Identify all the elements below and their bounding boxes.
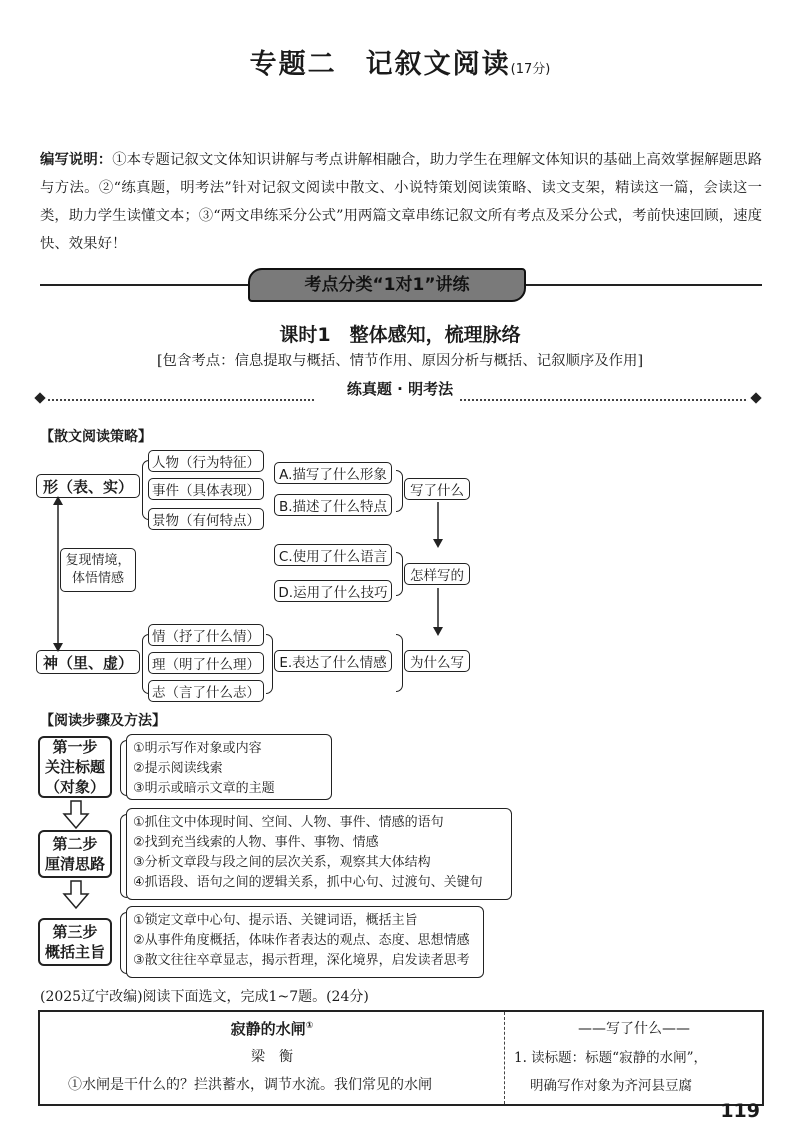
step-subtitle: 厘清思路 [44, 855, 105, 873]
page-title: 专题二 记叙文阅读(17分) [249, 49, 551, 80]
ab-brace [396, 470, 403, 512]
footnote-mark: ① [305, 1021, 314, 1031]
step-item: ③分析文章段与段之间的层次关系，观察其大体结构 [133, 855, 431, 870]
step-item: ①锁定文章中心句、提示语、关键词语，概括主旨 [133, 913, 418, 928]
step-item: ①明示写作对象或内容 [133, 741, 262, 756]
lesson-points: [包含考点：信息提取与概括、情节作用、原因分析与概括、记叙顺序及作用] [156, 353, 644, 369]
down-arrow-icon [430, 588, 446, 636]
question-intro: (2025辽宁改编)阅读下面选文，完成1~7题。(24分) [40, 989, 369, 1005]
step-3-list [126, 906, 484, 978]
editing-note-text: ①本专题记叙文文体知识讲解与考点讲解相融合，助力学生在理解文体知识的基础上高效掌握解题思路与方法。②“练真题，明考法”针对记叙文阅读中散文、小说特策划阅读策略、读文支架，精读这一篇，会读这一类，助力学生读懂文本；③“两文串练采分公式”用两篇文章串练记叙文所有考点及采分公式，考前快速回顾，速度快、效果好！ [40, 152, 762, 252]
cd-brace [396, 552, 403, 596]
passage-box [38, 1010, 764, 1106]
down-arrow-icon [430, 502, 446, 548]
form-item: 事件（具体表现） [148, 478, 264, 500]
spirit-item: 情（抒了什么情） [148, 624, 264, 646]
step-subtitle: 关注标题 [44, 758, 105, 776]
step-2-list [126, 808, 512, 900]
e-brace [396, 634, 403, 692]
section-banner: 考点分类“1对1”讲练 [248, 268, 526, 302]
dotted-rule-right [460, 399, 746, 401]
step-item: ①抓住文中体现时间、空间、人物、事件、情感的语句 [133, 815, 444, 830]
step-item: ②从事件角度概括，体味作者表达的观点、态度、思想情感 [133, 933, 470, 948]
step-1-list [126, 734, 332, 800]
passage-divider [504, 1012, 505, 1104]
step-item: ②找到充当线索的人物、事件、事物、情感 [133, 835, 379, 850]
step-title: 第一步 [52, 738, 98, 756]
spirit-item: 志（言了什么志） [148, 680, 264, 702]
step-item: ③散文往往卒章显志，揭示哲理，深化境界，启发读者思考 [133, 953, 470, 968]
article-paragraph-1: ①水闸是干什么的？拦洪蓄水，调节水流。我们常见的水闸 [68, 1077, 432, 1093]
side-note-line-2: 明确写作对象为齐河县豆腐 [530, 1078, 692, 1094]
step-subtitle-2: （对象） [44, 778, 105, 796]
option-e: E.表达了什么情感 [274, 650, 392, 672]
side-heading: ——写了什么—— [578, 1021, 690, 1037]
subsection-heading: 练真题 · 明考法 [346, 380, 454, 398]
form-item: 人物（行为特征） [148, 450, 264, 472]
side-note-line-1: 1. 读标题：标题“寂静的水闸”， [514, 1050, 707, 1066]
lesson-title: 课时1 整体感知，梳理脉络 [279, 324, 521, 346]
article-author: 梁 衡 [251, 1049, 293, 1065]
article-title [40, 1018, 504, 1039]
option-b: B.描述了什么特点 [274, 494, 392, 516]
form-box: 形（表、实） [36, 474, 140, 498]
dotted-rule-left [48, 399, 314, 401]
step-subtitle: 概括主旨 [44, 943, 105, 961]
option-c: C.使用了什么语言 [274, 544, 392, 566]
link-box: 复现情境，体悟情感 [60, 548, 136, 592]
strategy-heading: 【散文阅读策略】 [40, 429, 152, 445]
step-item: ②提示阅读线索 [133, 761, 223, 776]
result-what: 写了什么 [404, 478, 470, 500]
step-3-box [38, 918, 112, 966]
steps-heading: 【阅读步骤及方法】 [40, 713, 166, 729]
article-title-text: 寂静的水闸 [230, 1020, 306, 1038]
option-d: D.运用了什么技巧 [274, 580, 392, 602]
result-how: 怎样写的 [404, 563, 470, 585]
spirit-box: 神（里、虚） [36, 650, 140, 674]
step-item: ③明示或暗示文章的主题 [133, 781, 275, 796]
form-item: 景物（有何特点） [148, 508, 264, 530]
spirit-item: 理（明了什么理） [148, 652, 264, 674]
option-a: A.描写了什么形象 [274, 462, 392, 484]
step-title: 第二步 [52, 835, 98, 853]
title-score: (17分) [510, 62, 551, 77]
hollow-down-arrow-icon [62, 800, 90, 830]
hollow-down-arrow-icon [62, 880, 90, 910]
step-1-box [38, 736, 112, 798]
step-2-box [38, 830, 112, 878]
step-title: 第三步 [52, 923, 98, 941]
page-number: 119 [720, 1100, 760, 1122]
spirit-right-brace [266, 634, 273, 694]
result-why: 为什么写 [404, 650, 470, 672]
editing-note [40, 146, 762, 258]
editing-note-label: 编写说明： [40, 152, 113, 168]
step-item: ④抓语段、语句之间的逻辑关系，抓中心句、过渡句、关键句 [133, 875, 483, 890]
